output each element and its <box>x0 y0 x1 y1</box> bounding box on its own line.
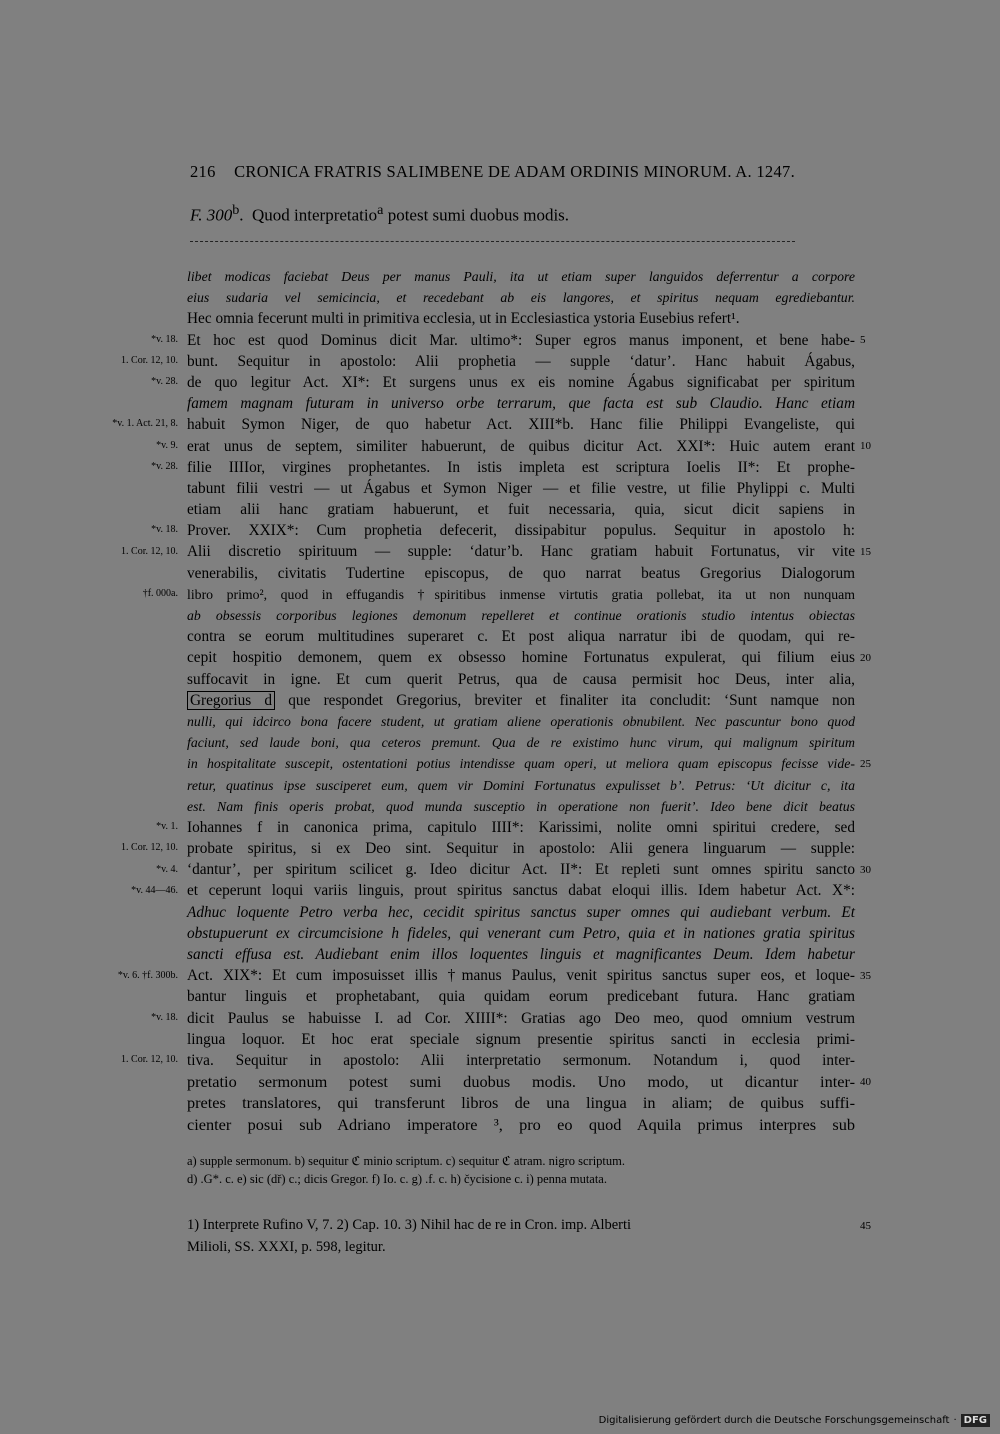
folio-sup: b <box>232 202 240 218</box>
margin-reference: †f. 000a. <box>142 588 178 599</box>
boxed-word: Gregorius d <box>187 691 275 710</box>
text-line: erat unus de septem, similiter habuerunt, de quibus dicitur Act. XXI*: Huic autem erant <box>187 437 855 455</box>
margin-reference: *v. 9. <box>156 439 178 451</box>
line-number: 25 <box>860 757 871 770</box>
text-line: suffocavit in igne. Et cum querit Petrus, qua de causa permisit hoc Deus, inter alia, <box>187 670 855 688</box>
text-line: bantur linguis et prophetabant, quia quidam eorum predicebant futura. Hanc gratiam <box>187 988 855 1006</box>
line-number: 10 <box>860 439 871 452</box>
text-line: sancti effusa est. Audiebant enim illos loquentes linguis et magnificantes Deum. Idem habetur <box>187 946 855 963</box>
text-line: Adhuc loquente Petro verba hec, cecidit spiritus sanctus super omnes qui audiebant verbum. Et <box>187 903 855 921</box>
text-line: nulli, qui idcirco bona facere student, ut gratiam aliene operationis obnubilent. Nec pascuntur bono quod <box>187 713 855 729</box>
text-line: retur, quatinus ipse susciperet eum, quem vir Domini Fortunatus expulisset b’. Petrus: ‘Ut dicitur c, ita <box>187 777 855 793</box>
line-number: 15 <box>860 545 871 558</box>
dfg-footer: Digitalisierung gefördert durch die Deutsche Forschungsgemeinschaft · DFG <box>599 1412 990 1428</box>
margin-reference: 1. Cor. 12, 10. <box>121 1054 178 1066</box>
heading-rest: potest sumi duobus modis. <box>387 205 570 225</box>
text-line: lingua loquor. Et hoc erat speciale signum presentie spiritus sancti in ecclesia primi- <box>187 1030 855 1048</box>
margin-reference: *v. 18. <box>151 524 178 536</box>
text-line: tiva. Sequitur in apostolo: Alii interpretatio sermonum. Notandum i, quod inter- <box>187 1051 855 1069</box>
text-line: Hec omnia fecerunt multi in primitiva ecclesia, ut in Ecclesiastica ystoria Eusebius refert¹. <box>187 310 740 328</box>
year: A. 1247. <box>735 162 795 181</box>
text-line: filie IIIIor, virgines prophetantes. In istis impleta est scriptura Ioelis II*: Et prophe- <box>187 458 855 476</box>
text-line: dicit Paulus se habuisse I. ad Cor. XIIII*: Gratias ago Deo meo, quod omnium vestrum <box>187 1009 855 1027</box>
text-line: venerabilis, civitatis Tudertine episcopus, de quo narrat beatus Gregorius Dialogorum <box>187 564 855 582</box>
heading-text: Quod interpretatio <box>252 205 378 225</box>
text-line: pretes translatores, qui transferunt libros de una lingua in aliam; de quibus suffi- <box>187 1093 855 1113</box>
footer-text: Digitalisierung gefördert durch die Deutsche Forschungsgemeinschaft <box>598 1414 950 1426</box>
text-line: contra se eorum multitudines superaret c. Et post aliqua narratur ibi de quodam, qui re- <box>187 628 855 646</box>
line-number: 5 <box>860 333 866 346</box>
text-line: Et hoc est quod Dominus dicit Mar. ultimo*: Super egros manus imponent, et bene habe- <box>187 331 855 349</box>
text-line: est. Nam finis operis probat, quod munda susceptio in operatione non fuerit’. Ideo bene dicit beatus <box>187 798 855 814</box>
running-head <box>190 162 830 182</box>
text-line: Alii discretio spirituum — supple: ‘datur’b. Hanc gratiam habuit Fortunatus, vir vite <box>187 543 855 561</box>
text-line: cienter posui sub Adriano imperatore ³, pro eo quod Aquila primus interpres sub <box>187 1114 855 1134</box>
text-line: Act. XIX*: Et cum imposuisset illis †manus Paulus, venit spiritus sanctus super eos, et loque- <box>187 967 855 985</box>
margin-reference: *v. 4. <box>156 863 178 875</box>
text-line: bunt. Sequitur in apostolo: Alii prophetia — supple ‘datur’. Hanc habuit Ágabus, <box>187 352 855 370</box>
text-line: habuit Symon Niger, de quo habetur Act. XIII*b. Hanc filie Philippi Evangeliste, qui <box>187 416 855 434</box>
line-number: 35 <box>860 969 871 982</box>
text-line: Prover. XXIX*: Cum prophetia defecerit, dissipabitur populus. Sequitur in apostolo h: <box>187 522 855 540</box>
margin-reference: *v. 1. <box>156 821 178 833</box>
text-line: ‘dantur’, per spiritum scilicet g. Ideo dicitur Act. II*: Et repleti sunt omnes spiritu sancto <box>187 861 855 879</box>
line-number: 40 <box>860 1075 871 1088</box>
dfg-logo: DFG <box>961 1414 990 1427</box>
page-number: 216 <box>190 162 216 181</box>
text-line: de quo legitur Act. XI*: Et surgens unus ex eis nomine Ágabus significabat per spiritum <box>187 373 855 391</box>
line-number: 20 <box>860 651 871 664</box>
margin-reference: *v. 18. <box>151 333 178 345</box>
line-text: que respondet Gregorius, breviter et finaliter ita concludit: ‘Sunt namque non <box>288 691 855 709</box>
folio-ref: F. 300 <box>190 205 233 225</box>
footnote-line: 1) Interprete Rufino V, 7. 2) Cap. 10. 3) Nihil hac de re in Cron. imp. Alberti <box>187 1217 632 1233</box>
text-line: libro primo², quod in effugandis †spiritibus inmense virtutis gratia pollebat, ita ut non nunquam <box>187 586 855 602</box>
line-number: 30 <box>860 863 871 876</box>
running-title: CRONICA FRATRIS SALIMBENE DE ADAM ORDINIS MINORUM. <box>234 162 732 181</box>
margin-reference: *v. 1. Act. 21, 8. <box>112 418 178 430</box>
margin-reference: 1. Cor. 12, 10. <box>121 842 178 854</box>
heading-sup: a <box>377 202 384 218</box>
text-line: obstupuerunt ex circumcisione h fideles, qui venerant cum Petro, quia et in nationes gratia spiritus <box>187 924 855 942</box>
margin-reference: *v. 28. <box>151 460 178 472</box>
text-line <box>187 690 855 711</box>
text-line: faciunt, sed laude boni, qua ceteros premunt. Qua de re existimo hunc virum, qui malignum spiritum <box>187 735 855 751</box>
text-line: in hospitalitate suscepit, ostentationi potius intendisse quam operi, ut meliora quam episcopus fecisse vide- <box>187 756 855 772</box>
margin-reference: 1. Cor. 12, 10. <box>121 354 178 366</box>
apparatus-line: a) supple sermonum. b) sequitur ℭ minio scriptum. c) sequitur ℭ atram. nigro scriptum. <box>187 1154 625 1168</box>
body-text <box>187 266 855 1135</box>
margin-reference: *v. 18. <box>151 1012 178 1023</box>
footnote-line: Milioli, SS. XXXI, p. 598, legitur. <box>187 1239 386 1255</box>
apparatus-line: d) .G*. c. e) sic (dř) c.; dicis Gregor. f) Io. c. g) .f. c. h) čycisione c. i) penna mutata. <box>187 1172 607 1186</box>
margin-reference: *v. 44—46. <box>131 884 178 896</box>
text-line: et ceperunt loqui variis linguis, prout spiritus sanctus dabat eloqui illis. Idem habetur Act. X*: <box>187 882 855 900</box>
text-line: etiam alii hanc gratiam habuerunt, et fuit necessaria, quia, sicut dicit sapiens in <box>187 501 855 519</box>
text-line: cepit hospitio demonem, quem ex obsesso homine Fortunatus expulerat, qui filium eius <box>187 649 855 667</box>
text-line: tabunt filii vestri — ut Ágabus et Symon Niger — et filie vestre, ut filie Phylippi c. Multi <box>187 479 855 497</box>
notes-line-number: 45 <box>860 1220 871 1232</box>
text-line: probate spiritus, si ex Deo sint. Sequitur in apostolo: Alii genera linguarum — supple: <box>187 840 855 858</box>
text-line: Iohannes f in canonica prima, capitulo IIII*: Karissimi, nolite omni spiritui credere, sed <box>187 818 855 836</box>
text-line: famem magnam futuram in universo orbe terrarum, que facta est sub Claudio. Hanc etiam <box>187 395 855 413</box>
text-line: libet modicas faciebat Deus per manus Pauli, ita ut etiam super languidos deferrentur a corpore <box>187 269 855 284</box>
text-line: ab obsessis corporibus legiones demonum repelleret et continue orationis studio intentus obiectas <box>187 608 855 623</box>
footnotes <box>187 1214 857 1258</box>
text-line: eius sudaria vel semicincia, et recedebant ab eis langores, et spiritus nequam egrediebantur. <box>187 290 855 306</box>
critical-apparatus <box>187 1152 852 1188</box>
folio-heading: F. 300$^b$. Quod interpretatio$^a$ potest sumi duobus modis. <box>190 202 570 225</box>
margin-reference: 1. Cor. 12, 10. <box>121 545 178 557</box>
separator-rule <box>190 241 795 242</box>
margin-reference: *v. 6. †f. 300b. <box>117 969 178 981</box>
margin-reference: *v. 28. <box>151 376 178 387</box>
text-line: pretatio sermonum potest sumi duobus modis. Uno modo, ut dicantur inter- <box>187 1072 855 1092</box>
